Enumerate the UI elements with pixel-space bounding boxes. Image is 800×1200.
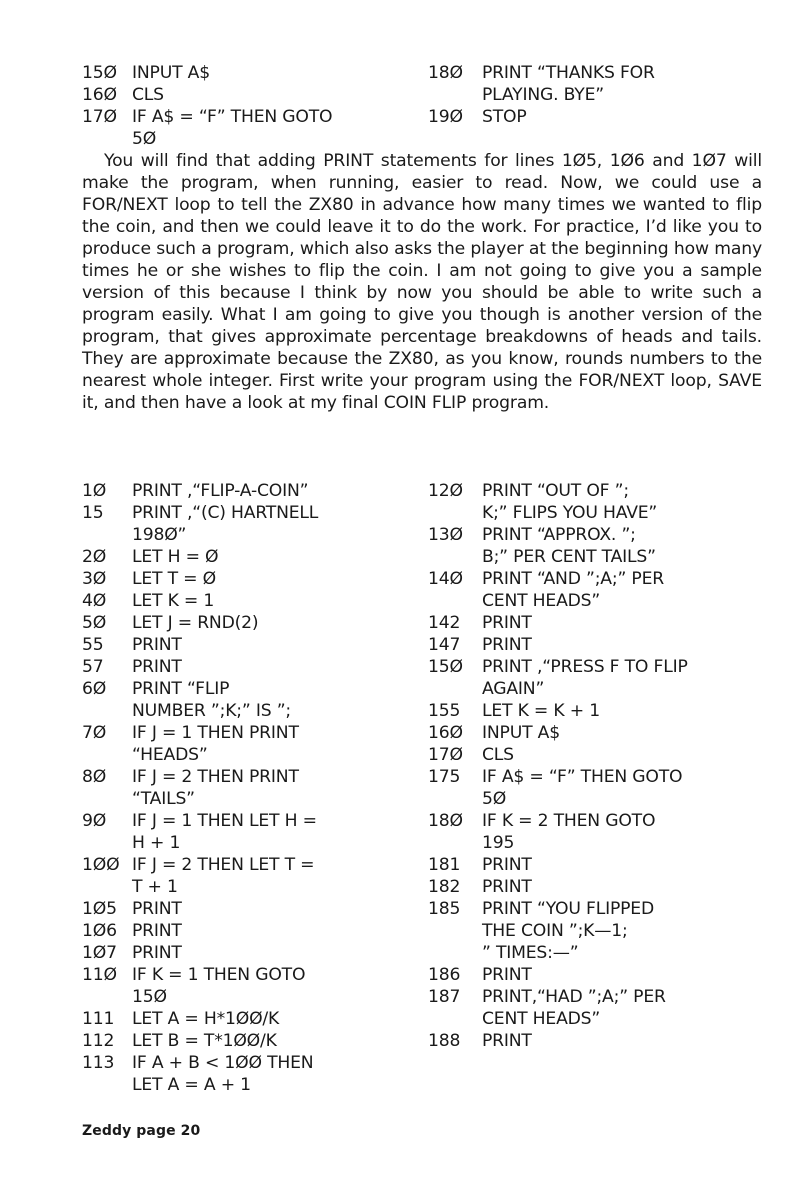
code-line-continuation [82,744,412,766]
code-text: PRINT [132,943,182,963]
code-text: 5Ø [482,789,507,809]
code-text: AGAIN” [482,679,545,699]
code-line-continuation [428,1008,768,1030]
code-text: 15Ø [132,987,167,1007]
line-number: 55 [82,635,104,655]
code-line [428,898,768,920]
code-text: B;” PER CENT TAILS” [482,547,656,567]
code-line [82,546,412,568]
code-line [428,568,768,590]
code-line [82,84,402,106]
code-line-continuation [428,920,768,942]
code-text: PRINT [132,635,182,655]
line-number [428,546,482,568]
line-number: 112 [82,1031,115,1051]
page-footer: Zeddy page 20 [82,1123,201,1139]
code-text: PRINT ,“FLIP-A-COIN” [132,481,309,501]
code-text: 198Ø” [132,525,187,545]
code-line-continuation [428,84,768,106]
code-line [428,106,768,128]
code-line-continuation [428,678,768,700]
top-listing-right [428,62,768,128]
line-number [428,832,482,854]
code-text: PRINT [132,657,182,677]
code-text: PRINT “FLIP [132,679,230,699]
code-text: IF A$ = “F” THEN GOTO [482,767,683,787]
line-number: 13Ø [428,525,463,545]
line-number: 175 [428,767,461,787]
code-line [428,612,768,634]
code-line [428,810,768,832]
code-text: LET A = H*1ØØ/K [132,1009,280,1029]
line-number: 186 [428,965,461,985]
line-number: 14Ø [428,569,463,589]
code-text: LET J = RND(2) [132,613,259,633]
code-text: NUMBER ”;K;” IS ”; [132,701,291,721]
program-listing-left [82,480,412,1096]
line-number: 8Ø [82,767,107,787]
code-line [428,854,768,876]
line-number [428,502,482,524]
code-text: PRINT [132,921,182,941]
line-number: 15Ø [82,63,117,83]
code-line [428,656,768,678]
line-number [428,920,482,942]
body-paragraph [82,150,762,414]
line-number [82,524,132,546]
code-line [82,920,412,942]
code-text: PRINT [482,965,532,985]
code-line-continuation [428,546,768,568]
line-number: 57 [82,657,104,677]
code-text: K;” FLIPS YOU HAVE” [482,503,658,523]
code-line-continuation [82,832,412,854]
line-number [82,128,132,150]
code-line-continuation [82,524,412,546]
code-line [428,480,768,502]
line-number: 1Ø6 [82,921,117,941]
code-line-continuation [82,1074,412,1096]
code-line [82,612,412,634]
code-line-continuation [82,128,402,150]
line-number [82,700,132,722]
code-text: INPUT A$ [132,63,210,83]
code-text: ” TIMES:—” [482,943,579,963]
code-line [428,1030,768,1052]
code-text: CENT HEADS” [482,591,601,611]
line-number [82,1074,132,1096]
code-line [82,106,402,128]
line-number [82,986,132,1008]
code-line [82,656,412,678]
code-text: IF J = 2 THEN LET T = [132,855,315,875]
code-text: IF A + B < 1ØØ THEN [132,1053,314,1073]
code-line-continuation [82,788,412,810]
code-line [82,722,412,744]
code-text: STOP [482,107,527,127]
line-number: 15 [82,503,104,523]
code-text: PRINT “AND ”;A;” PER [482,569,664,589]
code-line-continuation [82,700,412,722]
code-text: PRINT “THANKS FOR [482,63,655,83]
line-number: 4Ø [82,591,107,611]
code-text: CENT HEADS” [482,1009,601,1029]
code-line [82,568,412,590]
code-text: “HEADS” [132,745,208,765]
program-listing-right [428,480,768,1052]
code-text: LET K = K + 1 [482,701,600,721]
code-line [82,62,402,84]
code-text: CLS [482,745,514,765]
line-number: 18Ø [428,811,463,831]
code-text: PRINT [132,899,182,919]
code-text: 195 [482,833,515,853]
code-line-continuation [428,942,768,964]
line-number: 19Ø [428,107,463,127]
code-text: LET H = Ø [132,547,219,567]
code-text: THE COIN ”;K—1; [482,921,628,941]
code-line [82,1052,412,1074]
code-text: LET T = Ø [132,569,216,589]
code-line [428,62,768,84]
line-number: 2Ø [82,547,107,567]
code-line [428,722,768,744]
code-line [82,942,412,964]
code-text: IF K = 2 THEN GOTO [482,811,656,831]
line-number [82,744,132,766]
line-number: 11Ø [82,965,117,985]
code-line-continuation [82,986,412,1008]
line-number [82,832,132,854]
code-line [428,986,768,1008]
code-line [82,634,412,656]
code-line [428,964,768,986]
line-number: 16Ø [82,85,117,105]
line-number: 7Ø [82,723,107,743]
code-text: PRINT [482,877,532,897]
code-line [82,898,412,920]
line-number [428,84,482,106]
line-number [428,590,482,612]
code-text: H + 1 [132,833,181,853]
line-number: 9Ø [82,811,107,831]
line-number: 1Ø5 [82,899,117,919]
line-number: 18Ø [428,63,463,83]
line-number: 188 [428,1031,461,1051]
top-listing-left [82,62,402,150]
code-line [82,1030,412,1052]
code-text: INPUT A$ [482,723,560,743]
line-number: 6Ø [82,679,107,699]
code-line [428,524,768,546]
code-line [82,590,412,612]
line-number: 155 [428,701,461,721]
line-number: 17Ø [82,107,117,127]
line-number: 5Ø [82,613,107,633]
code-text: PRINT [482,1031,532,1051]
code-line [428,634,768,656]
code-line-continuation [428,788,768,810]
code-text: PRINT [482,613,532,633]
code-text: PLAYING. BYE” [482,85,604,105]
code-text: LET K = 1 [132,591,215,611]
line-number [428,942,482,964]
code-text: LET A = A + 1 [132,1075,251,1095]
line-number: 3Ø [82,569,107,589]
code-text: IF J = 1 THEN PRINT [132,723,299,743]
code-text: 5Ø [132,129,157,149]
code-text: CLS [132,85,164,105]
line-number: 12Ø [428,481,463,501]
line-number [428,788,482,810]
code-line-continuation [82,876,412,898]
code-text: IF K = 1 THEN GOTO [132,965,306,985]
code-line [428,876,768,898]
code-line [428,744,768,766]
code-text: PRINT “YOU FLIPPED [482,899,654,919]
code-text: LET B = T*1ØØ/K [132,1031,277,1051]
line-number: 187 [428,987,461,1007]
code-text: PRINT “OUT OF ”; [482,481,629,501]
line-number: 15Ø [428,657,463,677]
line-number: 182 [428,877,461,897]
line-number [428,1008,482,1030]
code-line [82,964,412,986]
line-number: 113 [82,1053,115,1073]
code-line [82,480,412,502]
code-line-continuation [428,590,768,612]
line-number: 185 [428,899,461,919]
line-number: 1ØØ [82,855,120,875]
code-text: “TAILS” [132,789,195,809]
code-line-continuation [428,832,768,854]
code-text: PRINT ,“(C) HARTNELL [132,503,319,523]
line-number: 111 [82,1009,115,1029]
code-text: T + 1 [132,877,178,897]
line-number: 181 [428,855,461,875]
paragraph-text: You will find that adding PRINT statements for lines 1Ø5, 1Ø6 and 1Ø7 will make the program, when running, easier to read. Now, we could use a FOR/NEXT loop to tell the ZX80 in advance how many times we wanted to flip the coin, and then we could leave it to do the work. For practice, I’d like you to produce such a program, which also asks the player at the beginning how many times he or she wishes to flip the coin. I am not going to give you a sample version of this because I think by now you should be able to write such a program easily. What I am going to give you though is another version of the program, that gives approximate percentage breakdowns of heads and tails. They are approximate because the ZX80, as you know, rounds numbers to the nearest whole integer. First write your program using the FOR/NEXT loop, SAVE it, and then have a look at my final COIN FLIP program. [82,151,762,413]
code-text: PRINT [482,855,532,875]
line-number [428,678,482,700]
code-text: IF J = 2 THEN PRINT [132,767,299,787]
code-line-continuation [428,502,768,524]
line-number: 142 [428,613,461,633]
line-number: 17Ø [428,745,463,765]
code-text: PRINT,“HAD ”;A;” PER [482,987,666,1007]
code-text: IF A$ = “F” THEN GOTO [132,107,333,127]
code-line [428,700,768,722]
line-number: 1Ø7 [82,943,117,963]
code-line [82,502,412,524]
line-number: 16Ø [428,723,463,743]
code-text: IF J = 1 THEN LET H = [132,811,317,831]
code-line [82,854,412,876]
code-line [82,678,412,700]
line-number [82,876,132,898]
code-line [428,766,768,788]
line-number [82,788,132,810]
code-line [82,810,412,832]
code-text: PRINT “APPROX. ”; [482,525,636,545]
line-number: 1Ø [82,481,107,501]
code-line [82,1008,412,1030]
code-line [82,766,412,788]
code-text: PRINT ,“PRESS F TO FLIP [482,657,688,677]
code-text: PRINT [482,635,532,655]
line-number: 147 [428,635,461,655]
